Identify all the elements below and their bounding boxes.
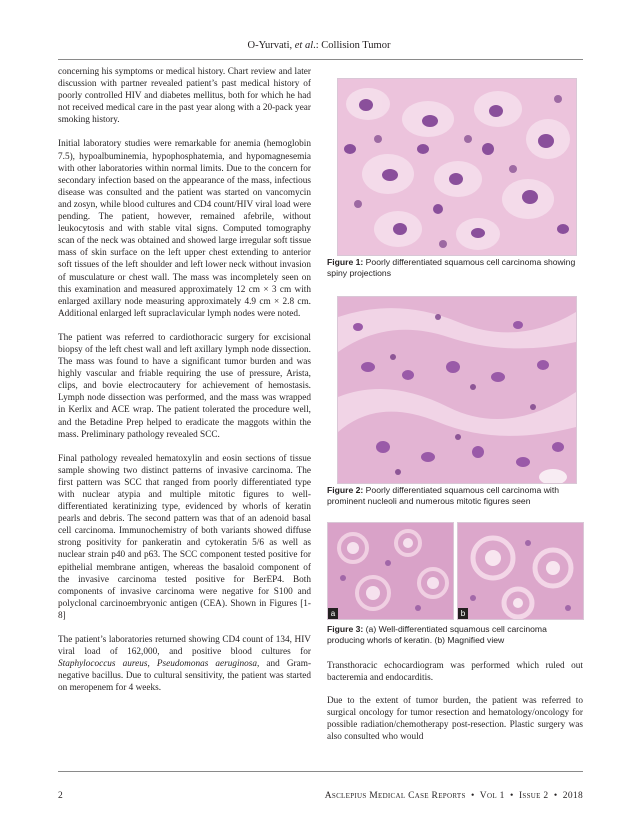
figure-label: Figure 1: <box>327 257 364 267</box>
organism-name: Pseudomonas aeruginosa, <box>156 659 260 670</box>
figure-2-caption <box>327 485 583 507</box>
figure-3b-micrograph <box>457 522 584 620</box>
histology-image <box>458 523 583 619</box>
text-span: , <box>147 659 157 670</box>
organism-name: Staphylococcus aureus <box>58 659 148 670</box>
figure-1-micrograph <box>337 78 577 256</box>
histology-image <box>328 523 453 619</box>
text-span: The patient’s laboratories returned showing CD4 count of 134, HIV viral load of 162,000, and positive blood cultures for <box>58 635 311 658</box>
running-head-author: O-Yurvati, <box>247 40 295 51</box>
left-column <box>58 66 311 707</box>
separator: • <box>548 791 563 801</box>
paragraph: The patient was referred to cardiothoracic surgery for excisional biopsy of the left chest wall and left axillary lymph node dissection. The mass was found to have a significant tumor burden and was highly vascular and friable requiring the use of pressure, Arista, clips, and bovie electrocautery for achievement of hemostasis. Lymph node dissection was performed, and the mass was wrapped in Kerlix and ACE wrap. The patient tolerated the procedure well, and the Betadine Prep helped to eradicate the maggots within the mass. Preliminary pathology revealed SCC. <box>58 332 311 440</box>
issue: Issue 2 <box>518 791 549 801</box>
header-rule <box>58 59 583 60</box>
figure-1-caption <box>327 257 583 279</box>
caption-text: Poorly differentiated squamous cell carcinoma with prominent nucleoli and numerous mitotic figures seen <box>327 485 559 506</box>
paragraph: Transthoracic echocardiogram was performed which ruled out bacteremia and endocarditis. <box>327 661 583 684</box>
panel-label-b: b <box>458 608 468 619</box>
paragraph: Initial laboratory studies were remarkable for anemia (hemoglobin 7.5), hypoalbuminemia, hypophosphatemia, and hypomagnesemia with other laboratories within normal limits. Due to the concern for secondary infection based on the appearance of the mass, infectious disease was consulted and the patient was started on vancomycin and zosyn, while blood cultures and CD4 count/HIV viral load were pending. The patient, however, remained afebrile, without leukocytosis and with stable vital signs. Computed tomography scan of the neck was obtained and showed large irregular soft tissue mass of skin surface on the left upper chest extending to anterior soft tissues of the left shoulder and left lower neck without invasion of musculature or chest wall. The mass was incompletely seen on this examination and measured approximately 12 cm × 3 cm with enlarged axillary node measuring approximately 4.9 cm × 2.8 cm. Additional enlarged left supraclavicular lymph nodes were noted. <box>58 139 311 319</box>
paragraph: Due to the extent of tumor burden, the patient was referred to surgical oncology for tumor resection and hematology/oncology for possible radiation/chemotherapy post-resection. Plastic surgery was also consulted who would <box>327 696 583 743</box>
figure-3a-micrograph <box>327 522 454 620</box>
footer-rule <box>58 771 583 772</box>
text-span: and Gram-negative bacillus. Due to cultural sensitivity, the patient was started on meropenem for 4 weeks. <box>58 659 312 694</box>
volume: Vol 1 <box>479 791 505 801</box>
separator: • <box>465 791 480 801</box>
paragraph: concerning his symptoms or medical history. Chart review and later discussion with partner revealed patient’s past medical history of poorly controlled HIV and diabetes mellitus, both for which he had not received medical care in the past year along with a 20-pack year smoking history. <box>58 67 311 126</box>
journal-info <box>325 791 583 801</box>
paragraph: Final pathology revealed hematoxylin and eosin sections of tissue sample showing two distinct patterns of invasive carcinoma. The first pattern was SCC that ranged from poorly differentiated type with nuclear atypia and multiple mitotic figures to well-differentiated keratinizing type, evidenced by whorls of keratin pearls and debris. The second pattern was that of an adenoid basal cell carcinoma. Immunochemistry of both variants showed diffuse strong positivity for pankeratin and cytokeratin 5/6 as well as nuclear strain p40 and p63. The SCC component tested positive for epithelial membrane antigen, whereas the basaloid component of the invasive carcinoma tested positive for BerEP4. Both components of invasive carcinoma were negative for S100 and polyclonal carcinoembryonic antigen (CEA). Shown in Figures [1-8] <box>58 453 311 621</box>
running-head-etal: et al <box>294 40 314 51</box>
histology-image <box>338 79 576 255</box>
right-column-text <box>327 660 583 755</box>
histology-image <box>338 297 576 483</box>
figure-label: Figure 3: <box>327 624 364 634</box>
figure-label: Figure 2: <box>327 485 364 495</box>
running-head-title: .: Collision Tumor <box>313 40 391 51</box>
figure-2-micrograph <box>337 296 577 484</box>
paragraph <box>58 634 311 694</box>
running-head <box>0 40 638 51</box>
panel-label-a: a <box>328 608 338 619</box>
journal-name: Asclepius Medical Case Reports <box>324 791 466 801</box>
separator: • <box>504 791 519 801</box>
figure-3-caption <box>327 624 583 646</box>
year: 2018 <box>562 791 583 801</box>
page-number: 2 <box>58 791 63 801</box>
caption-text: Poorly differentiated squamous cell carcinoma showing spiny projections <box>327 257 576 278</box>
caption-text: (a) Well-differentiated squamous cell carcinoma producing whorls of keratin. (b) Magnified view <box>327 624 547 645</box>
